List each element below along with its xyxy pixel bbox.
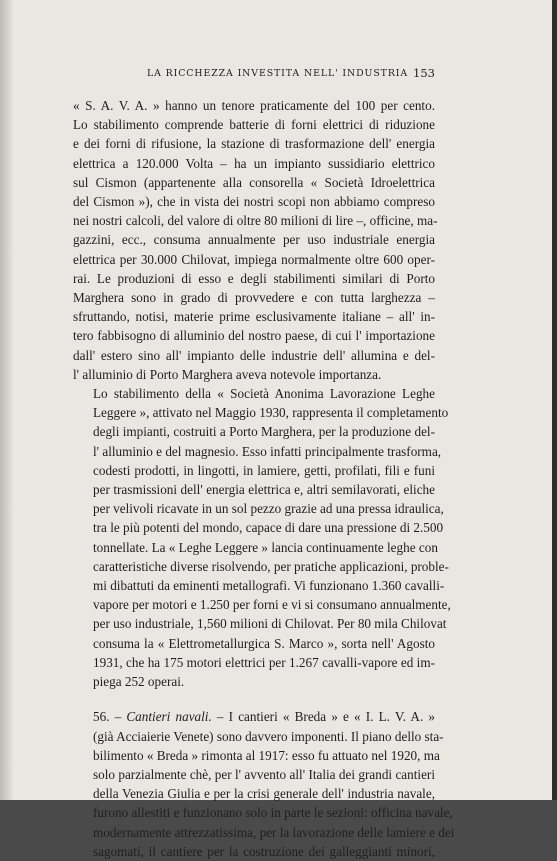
text-line: vapore per motori e 1.250 per forni e vi si consumano annualmente, xyxy=(93,597,451,613)
text-line xyxy=(73,707,435,726)
text-line: Lo stabilimento della « Società Anonima Lavorazione Leghe xyxy=(93,386,435,402)
text-line: piega 252 operai. xyxy=(93,674,185,690)
text-line: per trasmissioni dell' energia elettrica e, altri semilavorati, eliche xyxy=(93,482,435,498)
section-number: 56. – xyxy=(93,709,122,725)
text-line: dall' estero sino all' impianto delle industrie dell' allumina e del- xyxy=(73,347,435,363)
text-line: caratteristiche diverse risolvendo, per pratiche applicazioni, proble- xyxy=(93,558,449,574)
text-line: (già Acciaierie Venete) sono davvero imponenti. Il piano dello sta- xyxy=(93,728,444,744)
text-line: sul Cismon (appartenente alla consorella « Società Idroelettrica xyxy=(73,174,435,190)
text-line: elettrica a 120.000 Volta – ha un impianto sussidiario elettrico xyxy=(73,155,435,171)
running-title: LA RICCHEZZA INVESTITA NELL' INDUSTRIA xyxy=(147,68,409,79)
body-text xyxy=(73,96,455,861)
paragraph xyxy=(73,384,451,691)
text-line: consuma la « Elettrometallurgica S. Marco », sorta nell' Agosto xyxy=(93,635,435,651)
text-line: per uso industriale, 1,560 milioni di Chilovat. Per 80 mila Chilovat xyxy=(93,616,447,632)
text-line: Leggere », attivato nel Maggio 1930, rappresenta il completamento xyxy=(93,405,449,421)
text-line: « S. A. V. A. » hanno un tenore praticamente del 100 per cento. xyxy=(73,98,435,113)
section-gap xyxy=(73,691,435,707)
text-line: elettrica per 30.000 Chilovat, impiega normalmente oltre 600 oper- xyxy=(73,251,435,267)
text-line: Lo stabilimento comprende batterie di forni elettrici di riduzione xyxy=(73,117,435,133)
text-line: sagomati, il cantiere per la costruzione dei galleggianti minori, xyxy=(93,843,435,859)
text-line: mi dibattuti da eminenti metallografi. Vi funzionano 1.360 cavalli- xyxy=(93,578,445,594)
text-line: rai. Le produzioni di esso e degli stabilimenti similari di Porto xyxy=(73,270,435,286)
text-line: modernamente attrezzatissima, per la lavorazione delle lamiere e dei xyxy=(93,824,455,840)
text-line: tero fabbisogno di alluminio del nostro paese, di cui l' importazione xyxy=(73,328,435,344)
text-line: l' alluminio di Porto Marghera aveva notevole importanza. xyxy=(73,366,382,382)
page-header xyxy=(73,66,435,82)
text-line: 1931, che ha 175 motori elettrici per 1.267 cavalli-vapore ed im- xyxy=(93,654,435,670)
text-line: bilimento « Breda » rimonta al 1917: esso fu attuato nel 1920, ma xyxy=(93,747,440,763)
text-line: codesti prodotti, in lingotti, in lamiere, getti, profilati, fili e funi xyxy=(93,462,435,478)
section-paragraph xyxy=(73,707,455,861)
text-line: Marghera sono in grado di provvedere e con tutta larghezza – xyxy=(73,290,435,306)
text-line: degli impianti, costruiti a Porto Marghera, per la produzione del- xyxy=(93,424,435,440)
text-line: l' alluminio e del magnesio. Esso infatti principalmente trasforma, xyxy=(93,443,442,459)
text-line: tra le più potenti del mondo, capace di dare una pressione di 2.500 xyxy=(93,520,444,536)
text-line: del Cismon »), che in vista dei nostri scopi non abbiamo compreso xyxy=(73,194,435,210)
paragraph xyxy=(73,96,438,384)
text-line: nei nostri calcoli, del valore di oltre 80 milioni di lire –, officine, ma- xyxy=(73,213,438,229)
text-line: e dei forni di rifusione, la stazione di trasformazione dell' energia xyxy=(73,136,435,152)
text-line: della Venezia Giulia e per la crisi generale dell' industria navale, xyxy=(93,786,435,802)
text-line: solo parzialmente chè, per l' avvento all' Italia dei grandi cantieri xyxy=(93,766,435,782)
binding-shadow xyxy=(0,0,14,800)
text-line: sfruttando, notisi, materie prime esclusivamente italiane – all' in- xyxy=(73,309,435,325)
page-number: 153 xyxy=(413,66,435,80)
text-line: tonnellate. La « Leghe Leggere » lancia continuamente leghe con xyxy=(93,539,438,555)
text-line: per velivoli ricavate in un sol pezzo grazie ad una pressa idraulica, xyxy=(93,501,444,517)
text-line: gazzini, ecc., consuma annualmente per uso industriale energia xyxy=(73,232,435,248)
text-line: furono allestiti e funzionano solo in parte le sezioni: officina navale, xyxy=(93,805,453,821)
page-edge xyxy=(552,0,557,800)
section-lead: – I cantieri « Breda » e « I. L. V. A. » xyxy=(211,709,435,725)
section-heading: Cantieri navali. xyxy=(126,709,212,725)
